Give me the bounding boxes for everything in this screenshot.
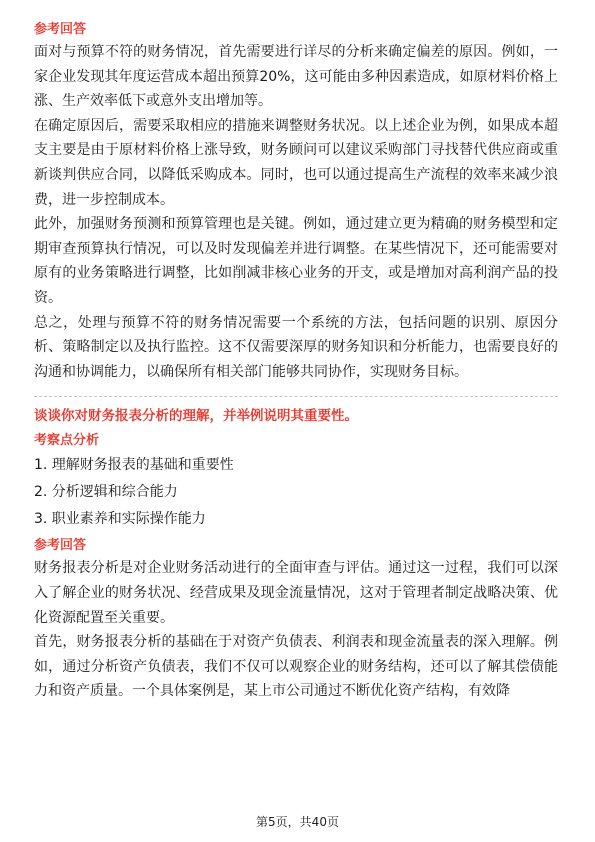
analysis-points — [34, 454, 558, 530]
section-divider — [34, 396, 558, 397]
analysis-point: 2. 分析逻辑和综合能力 — [34, 484, 178, 501]
answer-paragraph: 此外，加强财务预测和预算管理也是关键。例如，通过建立更为精确的财务模型和定期审查预算执行情况，可以及时发现偏差并进行调整。在某些情况下，还可能需要对原有的业务策略进行调整，比如削减非核心业务的开支，或是增加对高利润产品的投资。 — [34, 216, 558, 306]
analysis-point: 3. 职业素养和实际操作能力 — [34, 511, 206, 528]
analysis-point: 1. 理解财务报表的基础和重要性 — [34, 457, 234, 474]
answer-paragraph: 财务报表分析是对企业财务活动进行的全面审查与评估。通过这一过程，我们可以深入了解企业的财务状况、经营成果及现金流量情况，这对于管理者制定战略决策、优化资源配置至关重要。 — [34, 560, 558, 626]
analysis-label: 考察点分析 — [34, 433, 100, 449]
answer-paragraph: 首先，财务报表分析的基础在于对资产负债表、利润表和现金流量表的深入理解。例如，通过分析资产负债表，我们不仅可以观察企业的财务结构，还可以了解其偿债能力和资产质量。一个具体案例是，某上市公司通过不断优化资产结构，有效降 — [34, 634, 558, 700]
reference-answer-label: 参考回答 — [34, 22, 87, 37]
page-number-footer: 第5页，共40页 — [256, 815, 339, 829]
reference-answer-label: 参考回答 — [34, 538, 87, 554]
answer-paragraph: 在确定原因后，需要采取相应的措施来调整财务状况。以上述企业为例，如果成本超支主要是由于原材料价格上涨导致，财务顾问可以建议采购部门寻找替代供应商或重新谈判供应合同，以降低采购成本。同时，也可以通过提高生产流程的效率来减少浪费，进一步控制成本。 — [34, 117, 558, 208]
answer-paragraph: 总之，处理与预算不符的财务情况需要一个系统的方法，包括问题的识别、原因分析、策略制定以及执行监控。这不仅需要深厚的财务知识和分析能力，也需要良好的沟通和协调能力，以确保所有相关部门能够共同协作，实现财务目标。 — [34, 314, 558, 380]
question-heading: 谈谈你对财务报表分析的理解，并举例说明其重要性。 — [34, 408, 358, 425]
answer-paragraph: 面对与预算不符的财务情况，首先需要进行详尽的分析来确定偏差的原因。例如，一家企业发现其年度运营成本超出预算20%，这可能由多种因素造成，如原材料价格上涨、生产效率低下或意外支出增加等。 — [34, 44, 558, 110]
document-page — [34, 20, 558, 704]
